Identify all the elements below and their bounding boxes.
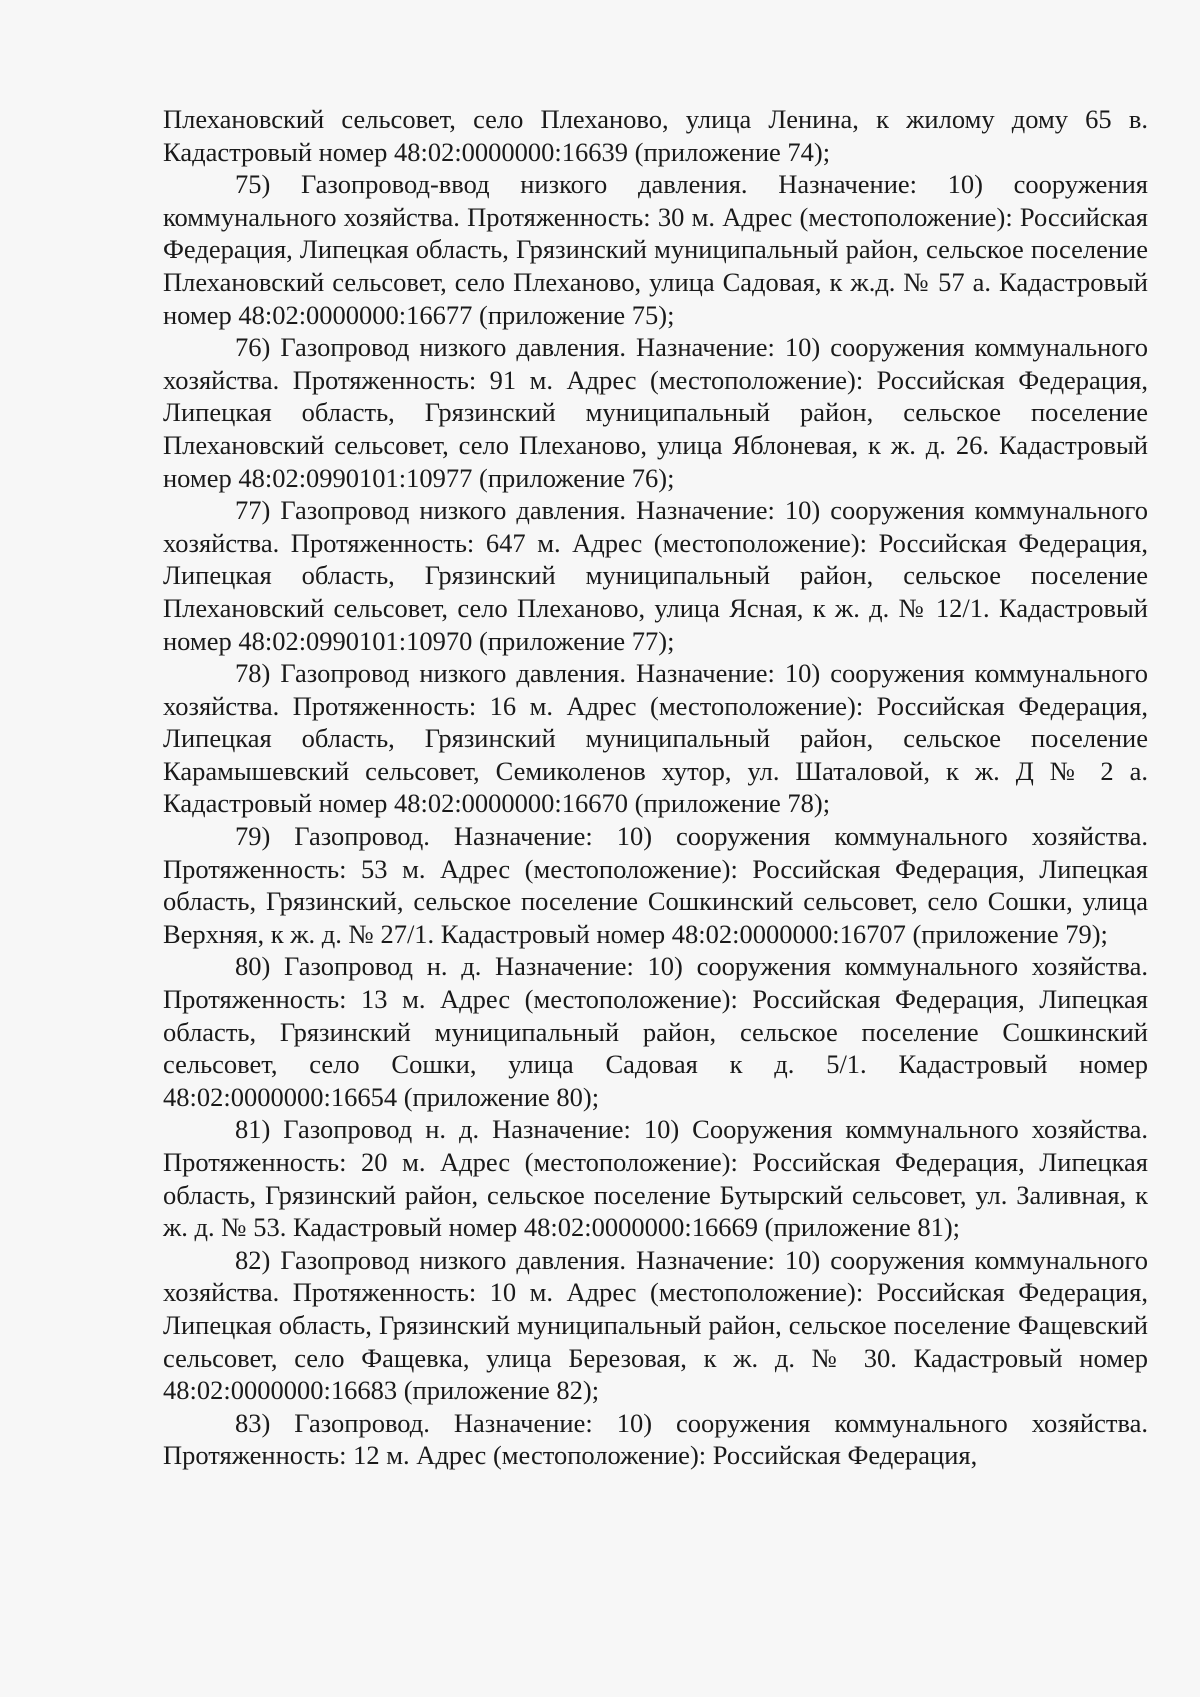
paragraph-item-77: 77) Газопровод низкого давления. Назначение: 10) сооружения коммунального хозяйства. Протяженность: 647 м. Адрес (местоположение): Российская Федерация, Липецкая область, Грязинский муниципальный район, сельское поселение Плехановский сельсовет, село Плеханово, улица Ясная, к ж. д. № 12/1. Кадастровый номер 48:02:0990101:10970 (приложение 77); bbox=[163, 495, 1148, 656]
paragraph-item-78: 78) Газопровод низкого давления. Назначение: 10) сооружения коммунального хозяйства. Протяженность: 16 м. Адрес (местоположение): Российская Федерация, Липецкая область, Грязинский муниципальный район, сельское поселение Карамышевский сельсовет, Семиколенов хутор, ул. Шаталовой, к ж. Д № 2 а. Кадастровый номер 48:02:0000000:16670 (приложение 78); bbox=[163, 658, 1148, 819]
paragraph-item-79: 79) Газопровод. Назначение: 10) сооружения коммунального хозяйства. Протяженность: 53 м. Адрес (местоположение): Российская Федерация, Липецкая область, Грязинский, сельское поселение Сошкинский сельсовет, село Сошки, улица Верхняя, к ж. д. № 27/1. Кадастровый номер 48:02:0000000:16707 (приложение 79); bbox=[163, 821, 1148, 949]
paragraph-item-82: 82) Газопровод низкого давления. Назначение: 10) сооружения коммунального хозяйства. Протяженность: 10 м. Адрес (местоположение): Российская Федерация, Липецкая область, Грязинский муниципальный район, сельское поселение Фащевский сельсовет, село Фащевка, улица Березовая, к ж. д. № 30. Кадастровый номер 48:02:0000000:16683 (приложение 82); bbox=[163, 1244, 1148, 1406]
paragraph-item-80: 80) Газопровод н. д. Назначение: 10) сооружения коммунального хозяйства. Протяженность: 13 м. Адрес (местоположение): Российская Федерация, Липецкая область, Грязинский муниципальный район, сельское поселение Сошкинский сельсовет, село Сошки, улица Садовая к д. 5/1. Кадастровый номер 48:02:0000000:16654 (приложение 80); bbox=[163, 951, 1148, 1112]
paragraph-continuation-74: Плехановский сельсовет, село Плеханово, улица Ленина, к жилому дому 65 в. Кадастровый номер 48:02:0000000:16639 (приложение 74); bbox=[163, 104, 1148, 167]
paragraph-item-83: 83) Газопровод. Назначение: 10) сооружения коммунального хозяйства. Протяженность: 12 м. Адрес (местоположение): Российская Федерация, bbox=[163, 1407, 1148, 1471]
paragraph-item-76: 76) Газопровод низкого давления. Назначение: 10) сооружения коммунального хозяйства. Протяженность: 91 м. Адрес (местоположение): Российская Федерация, Липецкая область, Грязинский муниципальный район, сельское поселение Плехановский сельсовет, село Плеханово, улица Яблоневая, к ж. д. 26. Кадастровый номер 48:02:0990101:10977 (приложение 76); bbox=[163, 332, 1148, 493]
document-body bbox=[163, 103, 1148, 1472]
paragraph-item-81: 81) Газопровод н. д. Назначение: 10) Сооружения коммунального хозяйства. Протяженность: 20 м. Адрес (местоположение): Российская Федерация, Липецкая область, Грязинский район, сельское поселение Бутырский сельсовет, ул. Заливная, к ж. д. № 53. Кадастровый номер 48:02:0000000:16669 (приложение 81); bbox=[163, 1114, 1148, 1243]
paragraph-item-75: 75) Газопровод-ввод низкого давления. Назначение: 10) сооружения коммунального хозяйства. Протяженность: 30 м. Адрес (местоположение): Российская Федерация, Липецкая область, Грязинский муниципальный район, сельское поселение Плехановский сельсовет, село Плеханово, улица Садовая, к ж.д. № 57 а. Кадастровый номер 48:02:0000000:16677 (приложение 75); bbox=[163, 169, 1148, 330]
